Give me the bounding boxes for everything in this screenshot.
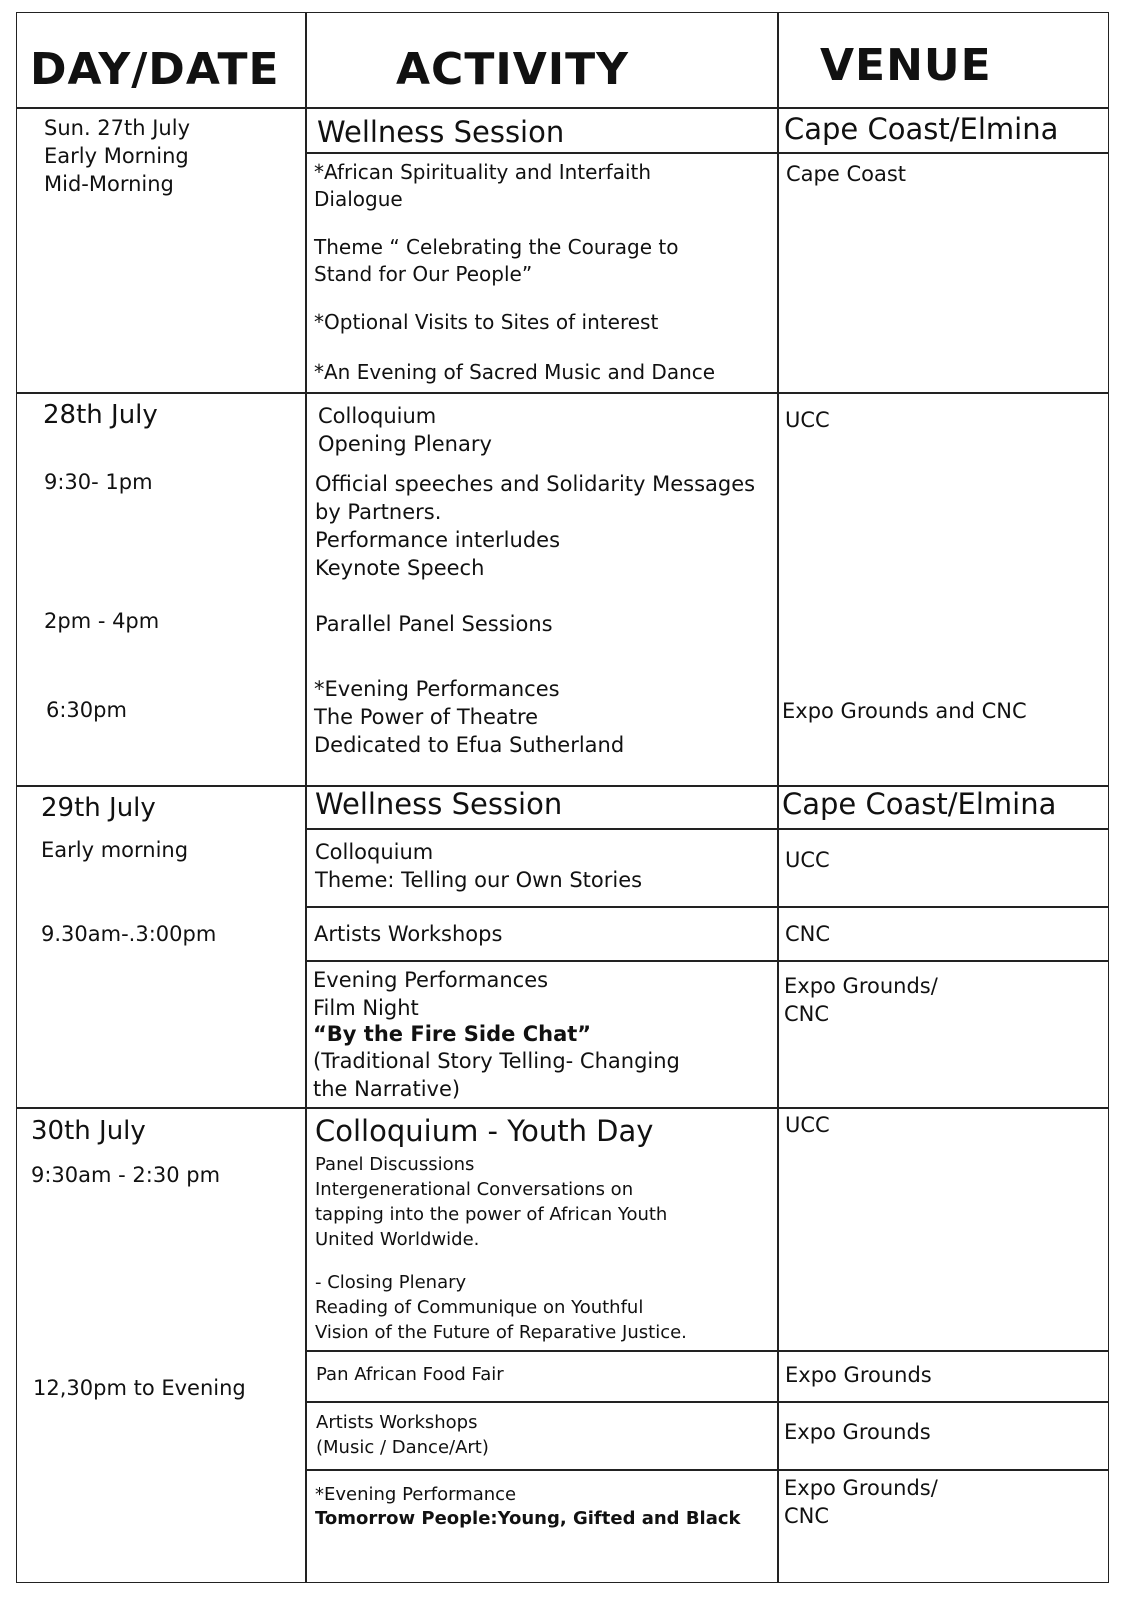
- day4-time-evening: 12,30pm to Evening: [33, 1376, 246, 1400]
- day1-venue-cape-coast-elmina: Cape Coast/Elmina: [784, 112, 1059, 146]
- day3-venue-ucc: UCC: [785, 848, 830, 872]
- day4-venue-expo-2: Expo Grounds: [784, 1420, 931, 1444]
- day3-wellness-session: Wellness Session: [315, 787, 563, 821]
- day4-date: 30th July: [31, 1116, 146, 1146]
- day1-sacred-music: *An Evening of Sacred Music and Dance: [314, 360, 716, 384]
- day3-fire-side-chat: “By the Fire Side Chat”: [313, 1022, 592, 1046]
- header-activity: ACTIVITY: [396, 44, 630, 95]
- day2-time-morning: 9:30- 1pm: [44, 470, 153, 494]
- day2-time-afternoon: 2pm - 4pm: [44, 609, 160, 633]
- day2-parallel-panels: Parallel Panel Sessions: [315, 612, 553, 636]
- day4-evening-performance: *Evening Performance: [315, 1484, 517, 1505]
- day3-time-day: 9.30am-.3:00pm: [41, 922, 217, 946]
- day3-date: 29th July: [41, 793, 156, 823]
- day4-tomorrow-people: Tomorrow People:Young, Gifted and Black: [315, 1508, 741, 1529]
- day4-venue-expo-1: Expo Grounds: [785, 1363, 932, 1387]
- day4-food-fair: Pan African Food Fair: [316, 1364, 504, 1385]
- column-divider-1: [305, 12, 307, 1583]
- header-day-date: DAY/DATE: [30, 44, 280, 95]
- day2-evening-performances: *Evening Performances The Power of Theatre Dedicated to Efua Sutherland: [314, 677, 625, 757]
- day4-colloquium-youth-day: Colloquium - Youth Day: [315, 1114, 654, 1148]
- subrow-divider: [305, 906, 1109, 908]
- subrow-divider: [305, 152, 1109, 154]
- day2-time-evening: 6:30pm: [46, 698, 127, 722]
- day2-official-speeches: Official speeches and Solidarity Messages by Partners. Performance interludes Keynote Speech: [315, 472, 756, 580]
- subrow-divider: [305, 1469, 1109, 1471]
- day1-optional-visits: *Optional Visits to Sites of interest: [314, 310, 659, 334]
- day3-venue-cnc: CNC: [785, 922, 831, 946]
- subrow-divider: [305, 1401, 1109, 1403]
- day3-venue-cape-coast-elmina: Cape Coast/Elmina: [782, 787, 1057, 821]
- day4-venue-expo-cnc: Expo Grounds/ CNC: [784, 1476, 938, 1528]
- day3-artists-workshops: Artists Workshops: [314, 922, 503, 946]
- day3-time-early: Early morning: [41, 838, 189, 862]
- subrow-divider: [305, 828, 1109, 830]
- header-divider: [16, 107, 1109, 109]
- day4-venue-ucc: UCC: [785, 1113, 830, 1137]
- header-venue: VENUE: [820, 40, 992, 91]
- row-divider-day1: [16, 392, 1109, 394]
- day2-venue-ucc: UCC: [785, 408, 830, 432]
- day4-closing-plenary: - Closing Plenary Reading of Communique on Youthful Vision of the Future of Reparative Justice.: [315, 1272, 687, 1343]
- day3-colloquium: Colloquium Theme: Telling our Own Stories: [315, 840, 643, 892]
- day4-artists-workshops: Artists Workshops (Music / Dance/Art): [316, 1412, 489, 1458]
- day1-venue-cape-coast: Cape Coast: [786, 162, 907, 186]
- day1-theme: Theme “ Celebrating the Courage to Stand for Our People”: [314, 235, 679, 286]
- day1-wellness-session: Wellness Session: [317, 115, 565, 149]
- day1-date: Sun. 27th July Early Morning Mid-Morning: [44, 116, 191, 196]
- subrow-divider: [305, 1350, 1109, 1352]
- day4-panel-discussions: Panel Discussions Intergenerational Conversations on tapping into the power of African Youth United Worldwide.: [315, 1154, 668, 1250]
- day2-venue-expo-cnc: Expo Grounds and CNC: [782, 699, 1027, 723]
- row-divider-day3: [16, 1107, 1109, 1109]
- day4-time-morning: 9:30am - 2:30 pm: [31, 1163, 221, 1187]
- column-divider-2: [777, 12, 779, 1583]
- subrow-divider: [305, 960, 1109, 962]
- day2-colloquium: Colloquium Opening Plenary: [318, 404, 492, 456]
- day3-venue-expo-cnc: Expo Grounds/ CNC: [784, 974, 938, 1026]
- day3-evening-film-night: Evening Performances Film Night: [313, 968, 549, 1020]
- day2-date: 28th July: [43, 400, 158, 430]
- day3-story-telling: (Traditional Story Telling- Changing the Narrative): [313, 1049, 680, 1101]
- day1-spirituality-dialogue: *African Spirituality and Interfaith Dialogue: [314, 160, 652, 211]
